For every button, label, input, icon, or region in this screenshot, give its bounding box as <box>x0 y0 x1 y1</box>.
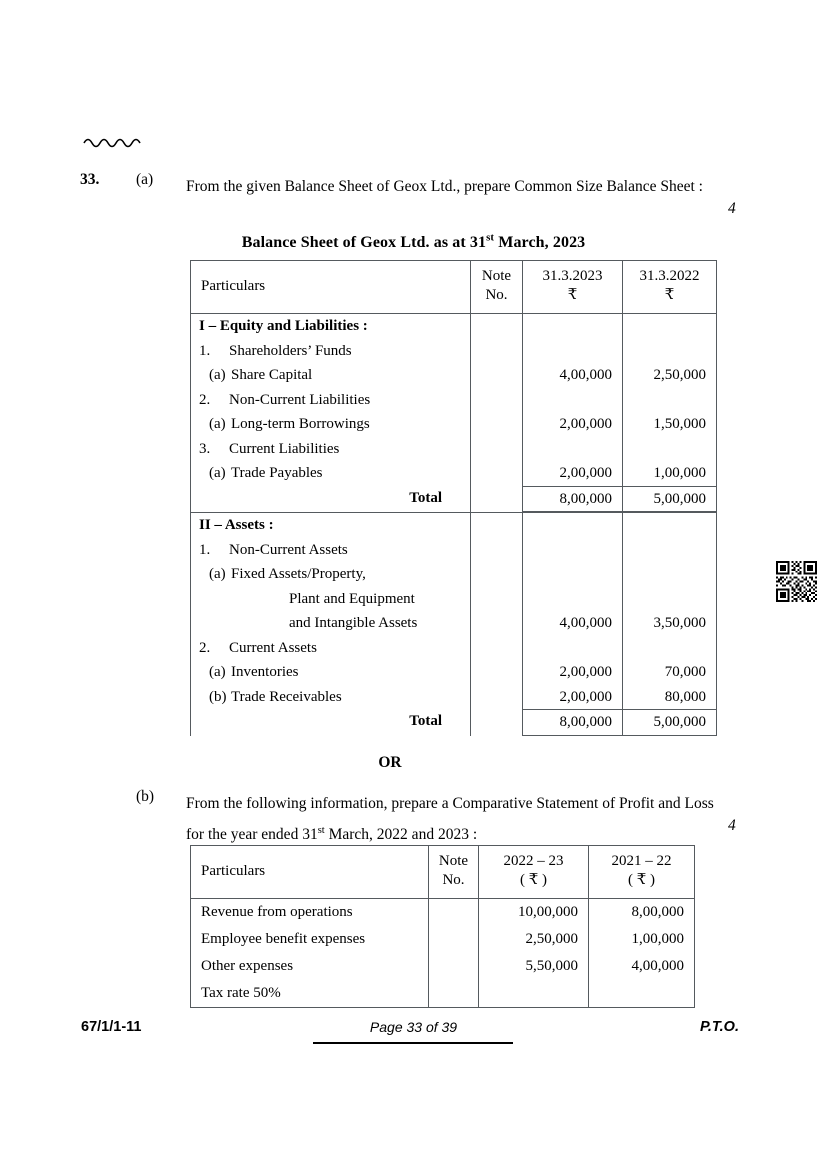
list-item <box>191 412 470 437</box>
item-label: and Intangible Assets <box>289 615 418 631</box>
table-row <box>191 926 695 953</box>
header-year-2023 <box>523 261 623 314</box>
paper-code: 67/1/1-11 <box>81 1019 142 1035</box>
item-label: Non-Current Assets <box>229 541 348 558</box>
item-index: 2. <box>199 391 211 408</box>
item-label: Current Liabilities <box>229 440 340 457</box>
section1-total-year2: 5,00,000 <box>623 486 716 513</box>
list-item <box>191 538 470 563</box>
list-item <box>191 660 470 685</box>
cell-value: 2,00,000 <box>559 688 612 705</box>
question-part-a-text: From the given Balance Sheet of Geox Ltd., prepare Common Size Balance Sheet : <box>186 178 703 195</box>
list-item <box>191 636 470 661</box>
row-note <box>429 953 479 980</box>
cell-value: 3,50,000 <box>653 615 706 631</box>
qr-code-icon <box>775 561 818 602</box>
cell-value: 1,00,000 <box>653 465 706 481</box>
comparative-statement-table <box>190 845 695 1008</box>
item-label: Long-term Borrowings <box>231 416 370 432</box>
pto-label: P.T.O. <box>700 1019 739 1035</box>
cell-value: 80,000 <box>664 688 706 705</box>
item-tag: (a) <box>209 465 226 481</box>
item-index: 1. <box>199 342 211 359</box>
list-item <box>191 388 470 413</box>
header-year-2022-23 <box>479 846 589 899</box>
balance-sheet-title-pre: Balance Sheet of Geox Ltd. as at 31 <box>241 234 487 251</box>
cell-value: 70,000 <box>664 664 706 680</box>
item-index: 1. <box>199 541 211 558</box>
question-part-a-marks: 4 <box>728 200 736 217</box>
row-label: Tax rate 50% <box>191 980 429 1008</box>
item-label: Trade Payables <box>231 465 323 481</box>
header-year2-currency: ( ₹ ) <box>627 872 656 888</box>
row-value-2021-22: 4,00,000 <box>589 953 695 980</box>
item-tag: (a) <box>209 367 226 383</box>
footer-rule <box>313 1042 513 1044</box>
list-item <box>191 339 470 364</box>
cell-value: 2,50,000 <box>653 367 706 383</box>
section1-note-col <box>471 314 523 513</box>
item-tag: (a) <box>209 566 226 582</box>
section2-total-label: Total <box>409 713 442 729</box>
item-tag: (a) <box>209 664 226 680</box>
table-header-row <box>191 261 717 314</box>
or-separator-label: OR <box>378 754 402 771</box>
row-value-2022-23: 5,50,000 <box>479 953 589 980</box>
list-item <box>191 461 470 486</box>
balance-sheet-title-post: March, 2023 <box>494 234 586 251</box>
cell-value: 1,50,000 <box>653 416 706 432</box>
page-number-label: Page 33 of 39 <box>369 1019 458 1035</box>
list-item <box>191 363 470 388</box>
row-value-2021-22: 8,00,000 <box>589 899 695 927</box>
list-item <box>191 611 470 636</box>
row-note <box>429 980 479 1008</box>
question-part-b-line2-sup: st <box>317 824 325 836</box>
row-value-2021-22: 1,00,000 <box>589 926 695 953</box>
section1-year1-col <box>523 314 623 513</box>
cell-value: 2,00,000 <box>559 416 612 432</box>
header-note-line1: Note <box>438 853 469 869</box>
row-note <box>429 926 479 953</box>
table-row <box>191 980 695 1008</box>
row-value-2022-23 <box>479 980 589 1008</box>
row-label: Employee benefit expenses <box>191 926 429 953</box>
row-label: Revenue from operations <box>191 899 429 927</box>
section1-total-year1: 8,00,000 <box>523 486 622 513</box>
header-year1-currency: ( ₹ ) <box>519 872 548 888</box>
row-label: Other expenses <box>191 953 429 980</box>
row-value-2022-23: 10,00,000 <box>479 899 589 927</box>
list-item <box>191 562 470 587</box>
balance-sheet-title <box>0 231 827 252</box>
question-part-b-marks: 4 <box>728 817 736 834</box>
section2-heading: II – Assets : <box>199 517 274 533</box>
table-row <box>191 899 695 927</box>
section2-year1-col <box>523 513 623 736</box>
question-part-a-label: (a) <box>136 171 154 188</box>
table-row <box>191 953 695 980</box>
item-index: 3. <box>199 440 211 457</box>
item-index: 2. <box>199 639 211 656</box>
item-label: Current Assets <box>229 639 317 656</box>
list-item <box>191 685 470 710</box>
question-part-b-text <box>186 788 716 850</box>
item-tag: (a) <box>209 416 226 432</box>
item-label: Trade Receivables <box>231 688 342 705</box>
header-year1-date: 31.3.2023 <box>542 268 603 284</box>
table-header-row <box>191 846 695 899</box>
cell-value: 4,00,000 <box>559 367 612 383</box>
header-year2-date: 31.3.2022 <box>639 268 700 284</box>
item-tag: (b) <box>209 688 227 705</box>
item-label: Shareholders’ Funds <box>229 342 352 359</box>
header-year2-period: 2021 – 22 <box>611 853 672 869</box>
cell-value: 4,00,000 <box>559 615 612 631</box>
header-note-no <box>471 261 523 314</box>
cell-value: 2,00,000 <box>559 664 612 680</box>
row-value-2022-23: 2,50,000 <box>479 926 589 953</box>
header-particulars: Particulars <box>191 261 471 314</box>
question-part-b-line2-pre: of Profit and Loss for the year ended 31 <box>186 795 714 843</box>
question-number: 33. <box>80 171 100 188</box>
section2-year2-col <box>623 513 717 736</box>
header-year-2021-22 <box>589 846 695 899</box>
header-year-2022 <box>623 261 717 314</box>
wavy-separator-icon <box>82 134 146 150</box>
item-label: Fixed Assets/Property, <box>231 566 366 582</box>
header-year2-currency: ₹ <box>664 287 675 303</box>
section1-heading: I – Equity and Liabilities : <box>199 318 368 334</box>
section2-total-year2: 5,00,000 <box>623 709 716 736</box>
balance-sheet-table <box>190 260 717 736</box>
cell-value: 2,00,000 <box>559 465 612 481</box>
row-value-2021-22 <box>589 980 695 1008</box>
header-note-no <box>429 846 479 899</box>
header-year1-currency: ₹ <box>567 287 578 303</box>
header-note-line2: No. <box>442 872 465 888</box>
header-year1-period: 2022 – 23 <box>503 853 564 869</box>
item-label: Plant and Equipment <box>289 590 415 607</box>
section1-year2-col <box>623 314 717 513</box>
section-equity-liabilities <box>191 314 717 513</box>
section2-note-col <box>471 513 523 736</box>
question-part-b-label: (b) <box>136 788 155 805</box>
item-label: Inventories <box>231 664 299 680</box>
section-assets <box>191 513 717 736</box>
section1-total-label: Total <box>409 489 442 506</box>
item-label: Share Capital <box>231 367 313 383</box>
list-item <box>191 587 470 612</box>
section2-particulars <box>191 513 471 736</box>
header-note-line1: Note <box>481 268 512 284</box>
question-part-b-line2-post: March, 2022 and 2023 : <box>324 826 478 843</box>
header-note-line2: No. <box>485 287 508 303</box>
section1-particulars <box>191 314 471 513</box>
item-label: Non-Current Liabilities <box>229 391 371 408</box>
header-particulars: Particulars <box>191 846 429 899</box>
section2-total-year1: 8,00,000 <box>523 709 622 736</box>
list-item <box>191 437 470 462</box>
row-note <box>429 899 479 927</box>
question-part-b-line1: From the following information, prepare a Comparative Statement <box>186 795 599 812</box>
balance-sheet-title-sup: st <box>486 231 495 244</box>
